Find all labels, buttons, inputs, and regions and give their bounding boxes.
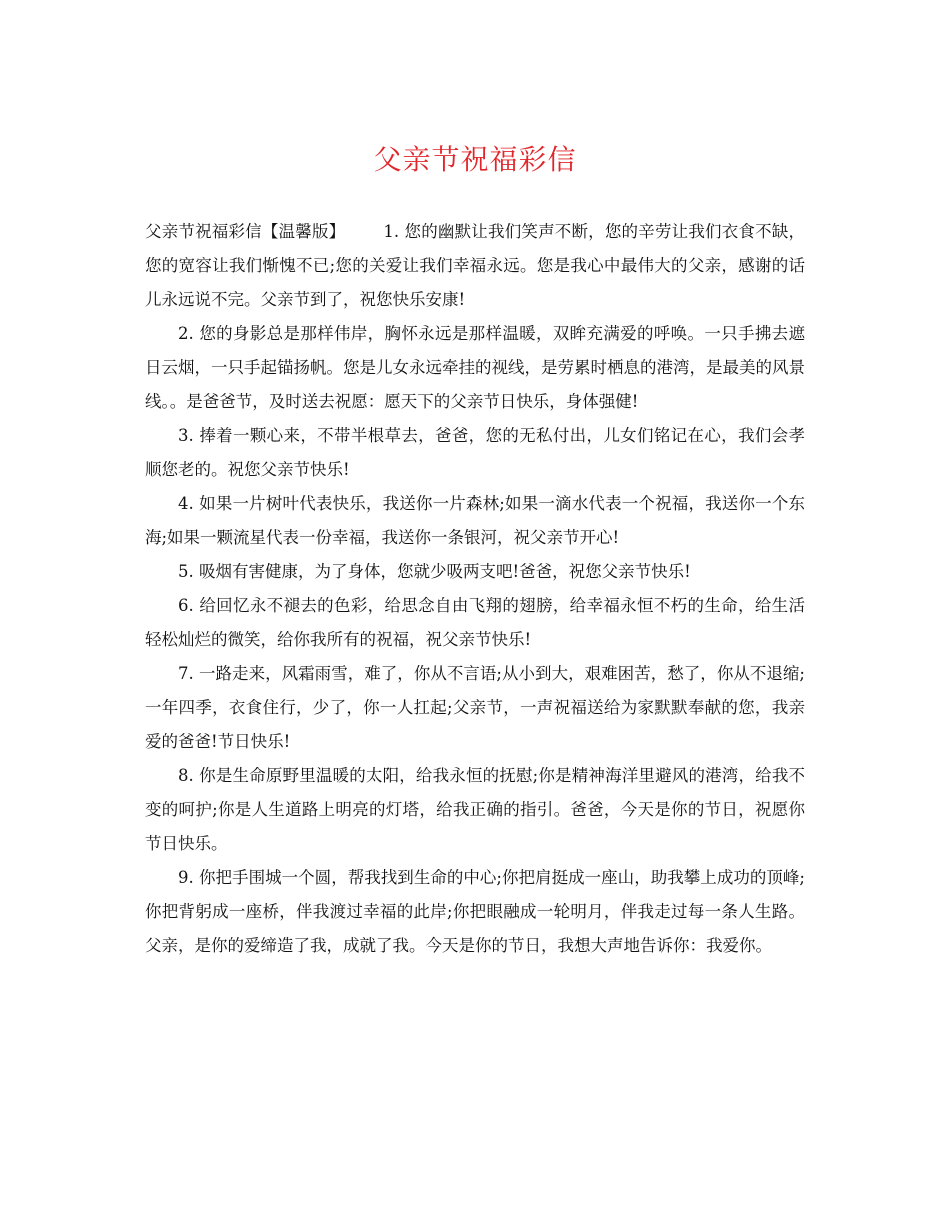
paragraph-7: 7. 一路走来，风霜雨雪，难了，你从不言语;从小到大，艰难困苦，愁了，你从不退缩;一年四季，衣食住行，少了，你一人扛起;父亲节，一声祝福送给为家默默奉献的您，我亲爱的爸爸!节日快乐! — [145, 664, 805, 751]
paragraph-2: 2. 您的身影总是那样伟岸，胸怀永远是那样温暖，双眸充满爱的呼唤。一只手拂去遮日云烟，一只手起锚扬帆。您是儿女永远牵挂的视线，是劳累时栖息的港湾，是最美的风景线。。是爸爸节，及时送去祝愿：愿天下的父亲节日快乐，身体强健! — [145, 324, 805, 411]
paragraph-1 — [145, 215, 805, 317]
paragraph-3: 3. 捧着一颗心来，不带半根草去，爸爸，您的无私付出，儿女们铭记在心，我们会孝顺您老的。祝您父亲节快乐! — [145, 426, 805, 479]
paragraph-8: 8. 你是生命原野里温暖的太阳，给我永恒的抚慰;你是精神海洋里避风的港湾，给我不变的呵护;你是人生道路上明亮的灯塔，给我正确的指引。爸爸，今天是你的节日，祝愿你节日快乐。 — [145, 766, 805, 853]
paragraph-9: 9. 你把手围城一个圆，帮我找到生命的中心;你把肩挺成一座山，助我攀上成功的顶峰;你把背躬成一座桥，伴我渡过幸福的此岸;你把眼融成一轮明月，伴我走过每一条人生路。父亲，是你的爱缔造了我，成就了我。今天是你的节日，我想大声地告诉你：我爱你。 — [145, 868, 805, 955]
paragraph-6: 6. 给回忆永不褪去的色彩，给思念自由飞翔的翅膀，给幸福永恒不朽的生命，给生活轻松灿烂的微笑，给你我所有的祝福，祝父亲节快乐! — [145, 596, 805, 649]
paragraph-1-text: 1. 您的幽默让我们笑声不断，您的辛劳让我们衣食不缺，您的宽容让我们惭愧不已;您的关爱让我们幸福永远。您是我心中最伟大的父亲，感谢的话儿永远说不完。父亲节到了，祝您快乐安康! — [145, 222, 805, 309]
paragraph-4: 4. 如果一片树叶代表快乐，我送你一片森林;如果一滴水代表一个祝福，我送你一个东海;如果一颗流星代表一份幸福，我送你一条银河，祝父亲节开心! — [145, 494, 805, 547]
page-title: 父亲节祝福彩信 — [373, 143, 577, 176]
intro-heading: 父亲节祝福彩信【温馨版】 — [145, 222, 346, 241]
paragraph-5: 5. 吸烟有害健康，为了身体，您就少吸两支吧!爸爸，祝您父亲节快乐! — [178, 562, 691, 581]
document-body — [145, 215, 805, 963]
